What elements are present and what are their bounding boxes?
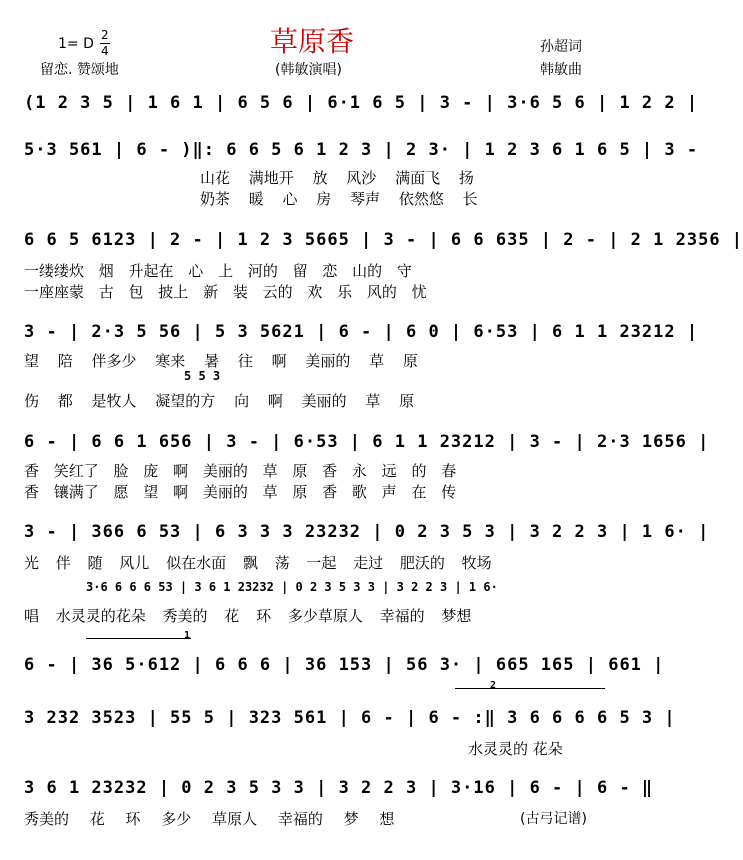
lyric-line-3a: 一缕缕炊 烟 升起在 心 上 河的 留 恋 山的 守 xyxy=(24,262,412,280)
lyric-line-5a: 香 笑红了 脸 庞 啊 美丽的 草 原 香 永 远 的 春 xyxy=(24,462,457,480)
notation-line-1: (1 2 3 5 | 1 6 1 | 6 5 6 | 6·1 6 5 | 3 - | 3·6 5 6 | 1 2 2 | xyxy=(24,93,699,113)
volta-1-bracket xyxy=(86,638,191,639)
lyric-line-8: 水灵灵的 花朵 xyxy=(468,740,563,758)
notation-line-6: 3 - | 366 6 53 | 6 3 3 3 23232 | 0 2 3 5 3 | 3 2 2 3 | 1 6· | xyxy=(24,522,710,542)
lyric-line-3b: 一座座蒙 古 包 披上 新 装 云的 欢 乐 风的 忧 xyxy=(24,283,427,301)
lyric-line-4b: 伤 都 是牧人 凝望的方 向 啊 美丽的 草 原 xyxy=(24,392,415,410)
notation-line-3: 6 6 5 6123 | 2 - | 1 2 3 5665 | 3 - | 6 6 635 | 2 - | 2 1 2356 | xyxy=(24,230,743,250)
lyricist: 孙超词 xyxy=(540,39,582,55)
alternate-notes-6: 3·6 6 6 6 53 | 3 6 1 23232 | 0 2 3 5 3 3 | 3 2 2 3 | 1 6· xyxy=(86,580,498,594)
alternate-notes-4: 5 5 3 xyxy=(184,369,221,383)
notation-line-2: 5·3 561 | 6 - )‖: 6 6 5 6 1 2 3 | 2 3· | 1 2 3 6 1 6 5 | 3 - xyxy=(24,140,699,160)
mood-marking: 留恋. 赞颂地 xyxy=(40,62,119,78)
notation-line-5: 6 - | 6 6 1 656 | 3 - | 6·53 | 6 1 1 23212 | 3 - | 2·3 1656 | xyxy=(24,432,710,452)
lyric-line-5b: 香 镶满了 愿 望 啊 美丽的 草 原 香 歌 声 在 传 xyxy=(24,483,457,501)
time-signature-denominator: 4 xyxy=(101,44,109,58)
lyric-line-9: 秀美的 花 环 多少 草原人 幸福的 梦 想 xyxy=(24,810,395,828)
notation-line-4: 3 - | 2·3 5 56 | 5 3 5621 | 6 - | 6 0 | 6·53 | 6 1 1 23212 | xyxy=(24,322,699,342)
key-signature: 1= D xyxy=(58,36,94,52)
lyric-line-2a: 山花 满地开 放 风沙 满面飞 扬 xyxy=(200,169,474,187)
volta-1-label: 1 xyxy=(184,630,191,641)
song-title: 草原香 xyxy=(270,25,355,58)
transcriber-credit: (古弓记谱) xyxy=(520,811,587,827)
notation-line-8: 3 232 3523 | 55 5 | 323 561 | 6 - | 6 - :‖ 3 6 6 6 6 5 3 | xyxy=(24,708,676,728)
notation-line-7: 6 - | 36 5·612 | 6 6 6 | 36 153 | 56 3· | 665 165 | 661 | xyxy=(24,655,665,675)
notation-line-9: 3 6 1 23232 | 0 2 3 5 3 3 | 3 2 2 3 | 3·16 | 6 - | 6 - ‖ xyxy=(24,778,654,798)
lyric-line-4a: 望 陪 伴多少 寒来 暑 往 啊 美丽的 草 原 xyxy=(24,352,418,370)
time-signature-numerator: 2 xyxy=(101,28,109,42)
lyric-line-2b: 奶茶 暖 心 房 琴声 依然悠 长 xyxy=(200,190,478,208)
volta-2-bracket xyxy=(455,688,605,689)
performer: (韩敏演唱) xyxy=(275,62,342,78)
lyric-line-6b: 唱 水灵灵的花朵 秀美的 花 环 多少草原人 幸福的 梦想 xyxy=(24,607,472,625)
composer: 韩敏曲 xyxy=(540,62,582,78)
lyric-line-6a: 光 伴 随 风儿 似在水面 飘 荡 一起 走过 肥沃的 牧场 xyxy=(24,554,492,572)
volta-2-label: 2 xyxy=(490,680,497,691)
